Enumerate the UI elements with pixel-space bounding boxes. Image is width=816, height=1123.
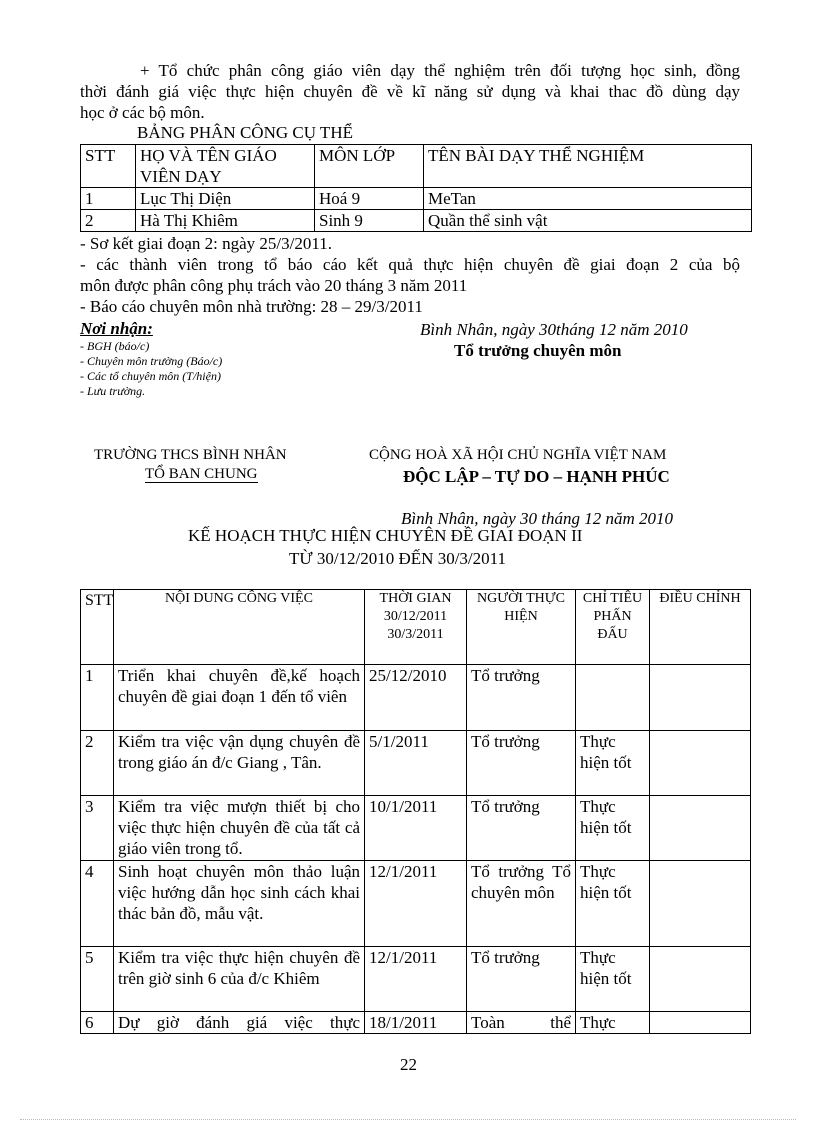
cell: 25/12/2010	[365, 665, 467, 731]
cell: 12/1/2011	[365, 861, 467, 947]
note-1: - Sơ kết giai đoạn 2: ngày 25/3/2011.	[80, 234, 332, 253]
table-row	[81, 188, 752, 210]
signature-role: Tổ trưởng chuyên môn	[454, 341, 622, 360]
cell: Kiểm tra việc thực hiện chuyên đề trên giờ sinh 6 của đ/c Khiêm	[114, 947, 365, 1012]
plan-date: Bình Nhân, ngày 30 tháng 12 năm 2010	[401, 509, 673, 528]
cell: Tổ trưởng Tổ chuyên môn	[467, 861, 576, 947]
intro-line-2: thời đánh giá việc thực hiện chuyên đề về kĩ năng sử dụng và khai thac đồ dùng dạy	[80, 82, 740, 101]
department-name: TỔ BAN CHUNG	[145, 466, 258, 482]
header-target: CHỈ TIÊU PHẤN ĐẤU	[576, 590, 650, 665]
cell	[650, 665, 751, 731]
cell: 4	[81, 861, 114, 947]
table-row	[81, 796, 751, 861]
recipients-label: Nơi nhận:	[80, 319, 153, 338]
note-2b: môn được phân công phụ trách vào 20 tháng 3 năm 2011	[80, 276, 468, 295]
cell: Dự giờ đánh giá việc thực	[114, 1012, 365, 1034]
cell: Thực	[576, 1012, 650, 1034]
nation-title: CỘNG HOÀ XÃ HỘI CHỦ NGHĨA VIỆT NAM	[369, 447, 667, 463]
cell: 5/1/2011	[365, 731, 467, 796]
cell: 2	[81, 210, 136, 232]
page-edge-divider	[20, 1119, 796, 1120]
national-motto: ĐỘC LẬP – TỰ DO – HẠNH PHÚC	[403, 467, 670, 486]
cell: 3	[81, 796, 114, 861]
table-row	[81, 731, 751, 796]
cell	[650, 796, 751, 861]
signature-place-date: Bình Nhân, ngày 30tháng 12 năm 2010	[420, 320, 688, 339]
cell: Triển khai chuyên đề,kế hoạch chuyên đề giai đoạn 1 đến tổ viên	[114, 665, 365, 731]
header-person: NGƯỜI THỰC HIỆN	[467, 590, 576, 665]
recipients	[80, 319, 222, 399]
intro-line-3: học ở các bộ môn.	[80, 103, 205, 122]
cell: Thực hiện tốt	[576, 731, 650, 796]
recipient-item: - Chuyên môn trường (Báo/c)	[80, 354, 223, 368]
header-subject: MÔN LỚP	[315, 145, 424, 188]
cell: Tổ trưởng	[467, 947, 576, 1012]
header-stt: STT	[81, 590, 114, 665]
cell: Hà Thị Khiêm	[136, 210, 315, 232]
cell	[650, 1012, 751, 1034]
header-lesson: TÊN BÀI DẠY THỂ NGHIỆM	[424, 145, 752, 188]
cell: MeTan	[424, 188, 752, 210]
plan-period: TỪ 30/12/2010 ĐẾN 30/3/2011	[289, 549, 507, 568]
cell: 5	[81, 947, 114, 1012]
header-time: THỜI GIAN 30/12/2011 30/3/2011	[365, 590, 467, 665]
cell	[576, 665, 650, 731]
table-row	[81, 861, 751, 947]
cell: Sinh 9	[315, 210, 424, 232]
note-3: - Báo cáo chuyên môn nhà trường: 28 – 29/3/2011	[80, 297, 423, 316]
recipient-item: - Lưu trường.	[80, 384, 146, 398]
header-content: NỘI DUNG CÔNG VIỆC	[114, 590, 365, 665]
table-header-row	[81, 145, 752, 188]
cell: Sinh hoạt chuyên môn thảo luận việc hướng dẫn học sinh cách khai thác bản đồ, mẫu vật.	[114, 861, 365, 947]
cell: 12/1/2011	[365, 947, 467, 1012]
page-number: 22	[400, 1055, 417, 1074]
cell: Thực hiện tốt	[576, 796, 650, 861]
cell: Tổ trưởng	[467, 665, 576, 731]
cell	[650, 731, 751, 796]
cell: Hoá 9	[315, 188, 424, 210]
school-name: TRƯỜNG THCS BÌNH NHÂN	[94, 447, 287, 463]
cell: 1	[81, 188, 136, 210]
header-teacher: HỌ VÀ TÊN GIÁO VIÊN DẠY	[136, 145, 315, 188]
plan-header-row	[81, 590, 751, 665]
cell: Lục Thị Diện	[136, 188, 315, 210]
note-2a: - các thành viên trong tổ báo cáo kết quả thực hiện chuyên đề giai đoạn 2 của bộ	[80, 255, 740, 274]
table-row	[81, 210, 752, 232]
cell: 2	[81, 731, 114, 796]
plan-table	[80, 589, 751, 1034]
cell: Tổ trưởng	[467, 796, 576, 861]
cell: 1	[81, 665, 114, 731]
recipient-item: - Các tổ chuyên môn (T/hiện)	[80, 369, 221, 383]
cell: 18/1/2011	[365, 1012, 467, 1034]
cell	[650, 861, 751, 947]
notes	[80, 233, 740, 317]
intro-paragraph	[80, 60, 740, 123]
cell: Kiểm tra việc mượn thiết bị cho việc thực hiện chuyên đề của tất cả giáo viên trong tổ.	[114, 796, 365, 861]
cell: Thực hiện tốt	[576, 861, 650, 947]
recipient-item: - BGH (báo/c)	[80, 339, 150, 353]
table-row	[81, 947, 751, 1012]
cell: Tổ trưởng	[467, 731, 576, 796]
header-stt: STT	[81, 145, 136, 188]
cell	[650, 947, 751, 1012]
cell: Quần thể sinh vật	[424, 210, 752, 232]
cell: 6	[81, 1012, 114, 1034]
assignment-title: BẢNG PHÂN CÔNG CỤ THỂ	[137, 123, 353, 142]
cell: Thực hiện tốt	[576, 947, 650, 1012]
intro-line-1: + Tổ chức phân công giáo viên dạy thể nghiệm trên đối tượng học sinh, đồng	[140, 61, 740, 80]
plan-title: KẾ HOẠCH THỰC HIỆN CHUYÊN ĐỀ GIAI ĐOẠN II	[188, 526, 583, 545]
table-row	[81, 665, 751, 731]
table-row	[81, 1012, 751, 1034]
cell: Kiểm tra việc vận dụng chuyên đề trong giáo án đ/c Giang , Tân.	[114, 731, 365, 796]
cell: Toàn thể	[467, 1012, 576, 1034]
assignment-table	[80, 144, 752, 232]
header-adjust: ĐIỀU CHỈNH	[650, 590, 751, 665]
cell: 10/1/2011	[365, 796, 467, 861]
